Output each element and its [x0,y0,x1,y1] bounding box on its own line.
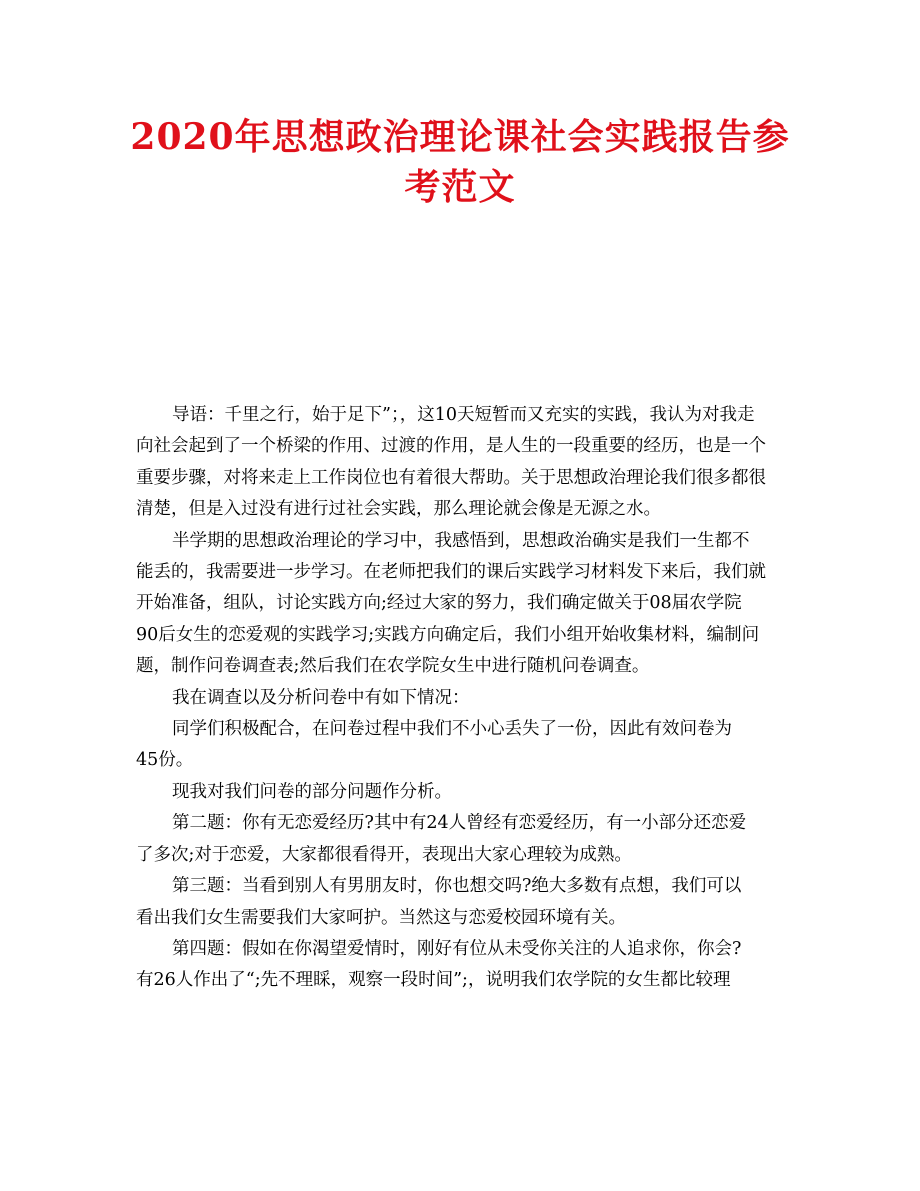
text-line: 开始准备，组队，讨论实践方向;经过大家的努力，我们确定做关于08届农学院 [136,593,742,614]
text-line: 有26人作出了“;先不理睬，观察一段时间”;，说明我们农学院的女生都比较理 [136,970,731,991]
paragraph-cooperation [136,714,784,777]
title-line-1: 2020年思想政治理论课社会实践报告参 [130,116,790,158]
text-line: 向社会起到了一个桥梁的作用、过渡的作用，是人生的一段重要的经历，也是一个 [136,436,766,457]
document-body [136,400,784,997]
paragraph-question-4 [136,934,784,997]
text-line: 清楚，但是入过没有进行过社会实践，那么理论就会像是无源之水。 [136,499,661,520]
text-line: 半学期的思想政治理论的学习中，我感悟到，思想政治确实是我们一生都不 [172,530,750,551]
text-line: 看出我们女生需要我们大家呵护。当然这与恋爱校园环境有关。 [136,907,626,928]
text-line: 了多次;对于恋爱，大家都很看得开，表现出大家心理较为成熟。 [136,844,632,865]
text-line: 第四题：假如在你渴望爱情时，刚好有位从未受你关注的人追求你，你会? [172,938,742,959]
text-line: 90后女生的恋爱观的实践学习;实践方向确定后，我们小组开始收集材料，编制问 [136,624,760,645]
text-line: 导语：千里之行，始于足下”；，这10天短暂而又充实的实践，我认为对我走 [172,405,755,425]
text-line: 45份。 [136,750,194,771]
text-line: 第三题：当看到别人有男朋友时，你也想交吗?绝大多数有点想，我们可以 [172,876,742,897]
title-line-2: 考范文 [404,166,516,208]
document-title [100,112,820,212]
paragraph-survey-intro [136,683,784,714]
paragraph-study [136,526,784,683]
paragraph-intro [136,400,784,526]
text-line: 第二题：你有无恋爱经历?其中有24人曾经有恋爱经历，有一小部分还恋爱 [172,813,747,834]
text-line: 现我对我们问卷的部分问题作分析。 [172,781,452,802]
paragraph-question-2 [136,808,784,871]
paragraph-analysis-intro [136,777,784,808]
text-line: 我在调查以及分析问卷中有如下情况： [172,687,470,708]
text-line: 能丢的，我需要进一步学习。在老师把我们的课后实践学习材料发下来后，我们就 [136,562,766,583]
text-line: 重要步骤，对将来走上工作岗位也有着很大帮助。关于思想政治理论我们很多都很 [136,467,766,488]
text-line: 题，制作问卷调查表;然后我们在农学院女生中进行随机问卷调查。 [136,656,650,677]
paragraph-question-3 [136,871,784,934]
text-line: 同学们积极配合，在问卷过程中我们不小心丢失了一份，因此有效问卷为 [172,719,732,740]
